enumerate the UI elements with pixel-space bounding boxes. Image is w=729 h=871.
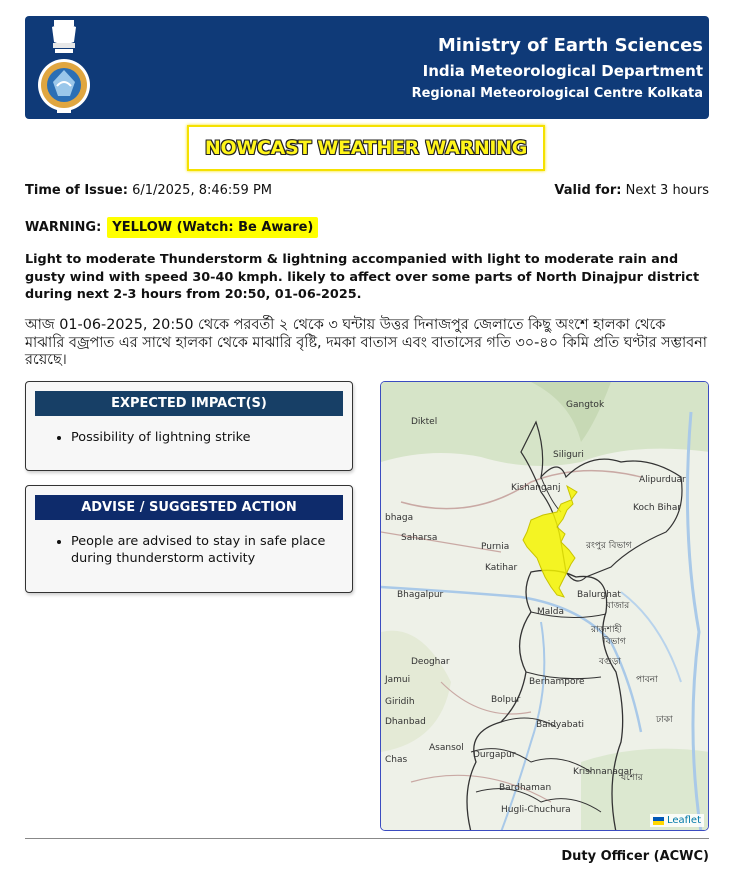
attribution-link[interactable]: Leaflet xyxy=(666,815,701,826)
warning-level-badge: YELLOW (Watch: Be Aware) xyxy=(107,217,318,238)
time-of-issue-value: 6/1/2025, 8:46:59 PM xyxy=(132,183,273,198)
nowcast-title: NOWCAST WEATHER WARNING xyxy=(204,137,528,159)
duty-officer: Duty Officer (ACWC) xyxy=(561,849,709,864)
svg-text:Chas: Chas xyxy=(385,755,408,765)
warning-row xyxy=(25,217,318,238)
warning-label: WARNING: xyxy=(25,220,102,235)
svg-text:Deoghar: Deoghar xyxy=(411,657,450,667)
map-attribution[interactable] xyxy=(650,814,704,827)
warning-map[interactable] xyxy=(380,381,709,831)
svg-text:Gangtok: Gangtok xyxy=(566,400,605,410)
ukraine-flag-icon xyxy=(653,817,664,825)
map-canvas[interactable] xyxy=(381,382,709,831)
svg-text:রংপুর বিভাগ: রংপুর বিভাগ xyxy=(586,541,632,551)
time-of-issue-label: Time of Issue: xyxy=(25,183,128,198)
svg-text:Kishanganj: Kishanganj xyxy=(511,483,561,493)
expected-impact-card xyxy=(25,381,353,471)
time-of-issue xyxy=(25,183,272,198)
svg-text:Baidyabati: Baidyabati xyxy=(536,720,585,730)
svg-text:Purnia: Purnia xyxy=(481,542,510,552)
svg-text:ঢাকা: ঢাকা xyxy=(656,715,673,725)
svg-text:Durgapur: Durgapur xyxy=(473,750,516,760)
centre-title: Regional Meteorological Centre Kolkata xyxy=(411,86,703,101)
valid-for xyxy=(554,183,709,198)
svg-text:Hugli-Chuchura: Hugli-Chuchura xyxy=(501,805,571,815)
svg-text:Siliguri: Siliguri xyxy=(553,450,584,460)
svg-text:bhaga: bhaga xyxy=(385,513,414,523)
header-banner xyxy=(25,16,709,119)
svg-text:Bardhaman: Bardhaman xyxy=(499,783,552,793)
nowcast-banner xyxy=(187,125,545,171)
svg-text:Berhampore: Berhampore xyxy=(529,677,585,687)
warning-message-bengali: আজ 01-06-2025, 20:50 থেকে পরবর্তী ২ থেকে ৩ ঘন্টায় উত্তর দিনাজপুর জেলাতে কিছু অংশে হালকা থেকে মাঝারি বজ্রপাত এর সাথে হালকা থেকে মাঝারি বৃষ্টি, দমকা বাতাস এবং বাতাসের গতি ৩০-৪০ কিমি প্রতি ঘণ্টার সম্ভাবনা রয়েছে। xyxy=(25,317,707,368)
expected-impact-title: EXPECTED IMPACT(S) xyxy=(35,391,343,416)
svg-text:বিভাগ: বিভাগ xyxy=(603,637,626,647)
svg-text:Koch Bihar: Koch Bihar xyxy=(633,503,682,513)
ministry-title: Ministry of Earth Sciences xyxy=(437,35,703,56)
svg-text:বগুড়া: বগুড়া xyxy=(599,657,622,667)
svg-text:Bhagalpur: Bhagalpur xyxy=(397,590,444,600)
svg-text:Saharsa: Saharsa xyxy=(401,533,438,543)
department-title: India Meteorological Department xyxy=(422,62,703,80)
svg-text:Dhanbad: Dhanbad xyxy=(385,717,426,727)
svg-text:পাবনা: পাবনা xyxy=(636,675,658,685)
footer-divider xyxy=(25,838,709,839)
impact-list xyxy=(71,429,352,446)
svg-text:Diktel: Diktel xyxy=(411,417,438,427)
imd-emblem-icon xyxy=(37,20,91,114)
svg-text:Katihar: Katihar xyxy=(485,563,518,573)
advise-list xyxy=(71,533,352,567)
valid-for-value: Next 3 hours xyxy=(625,183,709,198)
svg-text:Bolpur: Bolpur xyxy=(491,695,521,705)
svg-text:Jamui: Jamui xyxy=(385,675,411,685)
svg-text:বাজার: বাজার xyxy=(606,601,630,611)
svg-text:Alipurduar: Alipurduar xyxy=(639,475,686,485)
header-titles xyxy=(412,34,703,105)
svg-text:Giridih: Giridih xyxy=(385,697,415,707)
svg-text:যশোর: যশোর xyxy=(621,773,643,783)
advise-item: • People are advised to stay in safe place during thunderstorm activity xyxy=(71,533,352,567)
svg-text:Asansol: Asansol xyxy=(429,743,464,753)
svg-text:Krishnanagar: Krishnanagar xyxy=(573,767,633,777)
advise-card xyxy=(25,485,353,593)
svg-text:রাজশাহী: রাজশাহী xyxy=(591,625,622,635)
warning-message-english: Light to moderate Thunderstorm & lightning accompanied with light to moderate rain and gusty wind with speed 30-40 kmph. likely to affect over some parts of North Dinajpur district during next 2-3 hours from 20:50, 01-06-2025. xyxy=(25,252,700,302)
impact-item: • Possibility of lightning strike xyxy=(71,429,352,446)
advise-title: ADVISE / SUGGESTED ACTION xyxy=(35,495,343,520)
valid-for-label: Valid for: xyxy=(554,183,622,198)
svg-text:Balurghat: Balurghat xyxy=(577,590,621,600)
svg-text:Malda: Malda xyxy=(537,607,565,617)
